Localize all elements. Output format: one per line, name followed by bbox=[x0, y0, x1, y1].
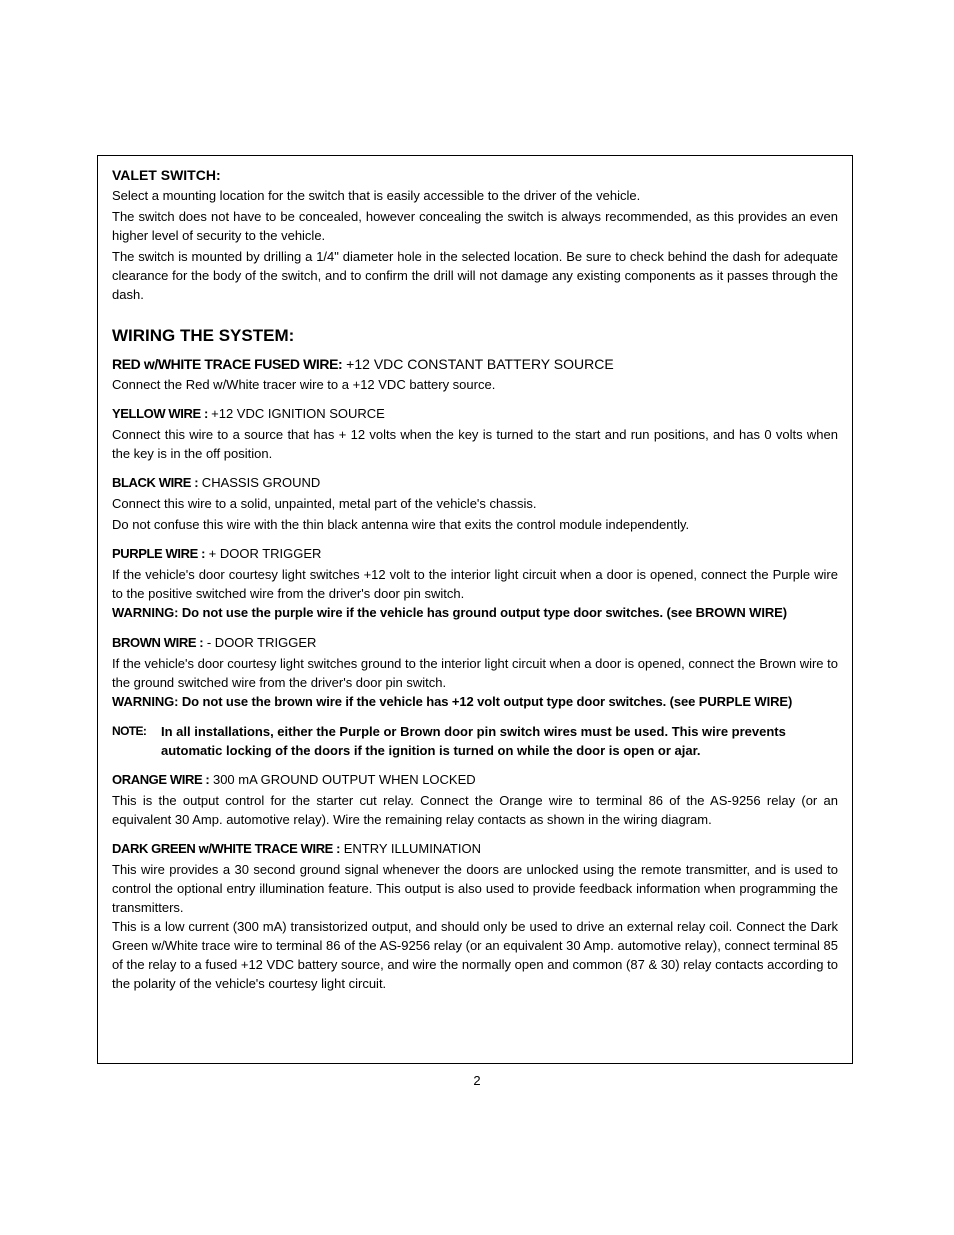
page-content bbox=[112, 166, 838, 993]
orange-wire-paragraph: This is the output control for the starter cut relay. Connect the Orange wire to terminal 86 of the AS-9256 relay (or an equivalent 30 Amp. automotive relay). Wire the remaining relay contacts as shown in the wiring diagram. bbox=[112, 793, 838, 827]
yellow-wire-heading bbox=[112, 404, 838, 424]
page-number: 2 bbox=[473, 1073, 481, 1088]
red-wire-paragraph: Connect the Red w/White tracer wire to a +12 VDC battery source. bbox=[112, 377, 496, 392]
yellow-wire-desc: +12 VDC IGNITION SOURCE bbox=[211, 406, 385, 421]
brown-wire-heading bbox=[112, 633, 838, 653]
black-wire-desc: CHASSIS GROUND bbox=[198, 475, 321, 490]
yellow-wire-label: YELLOW WIRE : bbox=[112, 406, 212, 421]
black-wire-heading bbox=[112, 473, 838, 493]
note-block bbox=[112, 722, 838, 760]
note-label: NOTE: bbox=[112, 724, 147, 738]
black-wire-paragraph-2: Do not confuse this wire with the thin black antenna wire that exits the control module independently. bbox=[112, 517, 690, 532]
valet-paragraph-1: Select a mounting location for the switch that is easily accessible to the driver of the vehicle. bbox=[112, 188, 641, 203]
valet-paragraph-3: The switch is mounted by drilling a 1/4" diameter hole in the selected location. Be sure to check behind the dash for adequate clearance for the body of the switch, and to confirm the drill will not damage any existing components as it passes through the dash. bbox=[112, 249, 838, 302]
purple-wire-desc: + DOOR TRIGGER bbox=[205, 546, 322, 561]
purple-wire-warning: WARNING: Do not use the purple wire if the vehicle has ground output type door switches. (see BROWN WIRE) bbox=[112, 605, 787, 620]
wiring-heading: WIRING THE SYSTEM: bbox=[112, 326, 295, 345]
darkgreen-wire-label: DARK GREEN w/WHITE TRACE WIRE : bbox=[112, 841, 341, 856]
brown-wire-warning: WARNING: Do not use the brown wire if the vehicle has +12 volt output type door switches. (see PURPLE WIRE) bbox=[112, 694, 793, 709]
orange-wire-heading bbox=[112, 770, 838, 790]
valet-switch-heading: VALET SWITCH: bbox=[112, 167, 221, 183]
purple-wire-paragraph: If the vehicle's door courtesy light switches +12 volt to the interior light circuit when a door is opened, connect the Purple wire to the positive switched wire from the driver's door pin switch. bbox=[112, 567, 838, 601]
valet-paragraph-2: The switch does not have to be concealed, however concealing the switch is always recommended, as this provides an even higher level of security to the vehicle. bbox=[112, 209, 838, 243]
darkgreen-wire-paragraph-1: This wire provides a 30 second ground signal whenever the doors are unlocked using the remote transmitter, and is used to control the optional entry illumination feature. This output is also used to provide feedback information when programming the transmitters. bbox=[112, 862, 838, 915]
yellow-wire-paragraph: Connect this wire to a source that has + 12 volts when the key is turned to the start and run positions, and has 0 volts when the key is in the off position. bbox=[112, 427, 838, 461]
purple-wire-heading bbox=[112, 544, 838, 564]
darkgreen-wire-paragraph-2: This is a low current (300 mA) transistorized output, and should only be used to drive an external relay coil. Connect the Dark Green w/White trace wire to terminal 86 of the AS-9256 relay (or an equivalent 30 Amp. automotive relay), connect terminal 85 of the relay to a fused +12 VDC battery source, and wire the normally open and common (87 & 30) relay contacts according to the polarity of the vehicle's courtesy light circuit. bbox=[112, 919, 838, 991]
brown-wire-paragraph: If the vehicle's door courtesy light switches ground to the interior light circuit when a door is opened, connect the Brown wire to the ground switched wire from the driver's door pin switch. bbox=[112, 656, 838, 690]
darkgreen-wire-desc: ENTRY ILLUMINATION bbox=[340, 841, 481, 856]
brown-wire-desc: - DOOR TRIGGER bbox=[203, 635, 317, 650]
content-frame bbox=[97, 155, 853, 1064]
darkgreen-wire-heading bbox=[112, 839, 838, 859]
red-wire-desc: +12 VDC CONSTANT BATTERY SOURCE bbox=[342, 356, 614, 372]
black-wire-label: BLACK WIRE : bbox=[112, 475, 199, 490]
purple-wire-label: PURPLE WIRE : bbox=[112, 546, 206, 561]
orange-wire-desc: 300 mA GROUND OUTPUT WHEN LOCKED bbox=[209, 772, 476, 787]
note-text: In all installations, either the Purple or Brown door pin switch wires must be used. This wire prevents automatic locking of the doors if the ignition is turned on while the door is open or ajar. bbox=[161, 724, 786, 758]
brown-wire-label: BROWN WIRE : bbox=[112, 635, 204, 650]
orange-wire-label: ORANGE WIRE : bbox=[112, 772, 210, 787]
red-wire-heading bbox=[112, 354, 838, 374]
black-wire-paragraph-1: Connect this wire to a solid, unpainted, metal part of the vehicle's chassis. bbox=[112, 496, 537, 511]
red-wire-label: RED w/WHITE TRACE FUSED WIRE: bbox=[112, 356, 343, 372]
